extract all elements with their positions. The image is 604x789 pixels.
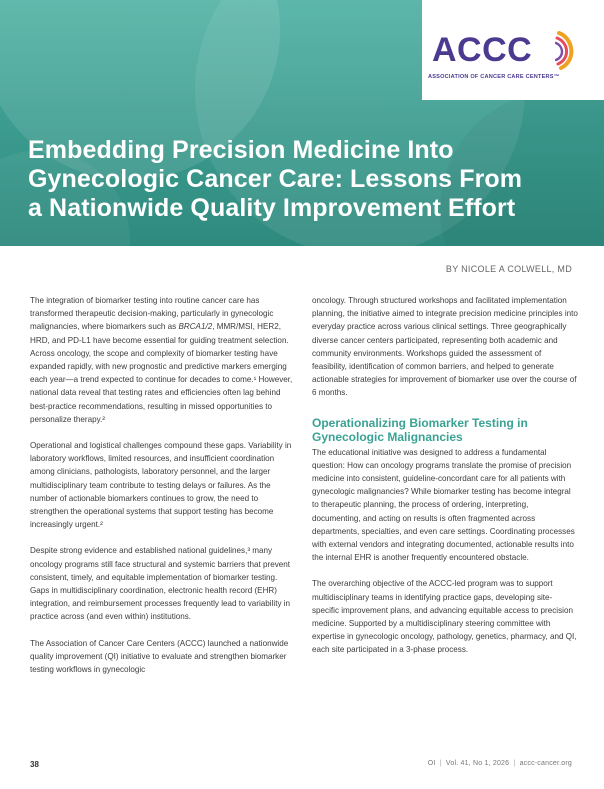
- title-line: Embedding Precision Medicine Into: [28, 136, 454, 164]
- logo-subtitle: ASSOCIATION OF CANCER CARE CENTERS™: [428, 74, 560, 80]
- separator: |: [513, 760, 516, 767]
- body-paragraph: The overarching objective of the ACCC-led program was to support multidisciplinary teams in identifying practice gaps, developing site-specific improvement plans, and advancing equitable access to precision medicine. Supported by a multidisciplinary steering committee with expertise in gynecologic oncology, pathology, genetics, pharmacy, and QI, each site participated in a 3-phase process.: [312, 579, 577, 655]
- body-paragraph: Despite strong evidence and established national guidelines,³ many oncology programs still face structural and systemic barriers that prevent consistent, timely, and equitable implementation of biomarker testing. Gaps in multidisciplinary coordination, electronic health record (EHR) integration, and reimbursement processes frequently lead to variability in practice across (and even within) institutions.: [30, 546, 291, 622]
- logo-wordmark: ACCC: [432, 31, 533, 69]
- section-heading: Operationalizing Biomarker Testing in Gynecologic Malignancies: [312, 415, 528, 444]
- journal-name: OI: [427, 760, 436, 767]
- body-paragraph: The educational initiative was designed to address a fundamental question: How can oncology programs translate the promise of precision medicine into consistent, guideline-concordant care for all patients with gynecologic malignancies? While biomarker testing has become integral to therapeutic planning, the process of ordering, interpreting, documenting, and acting on results is often fragmented across departments, specialties, and even care settings. Coordinating processes with external vendors and integrating documented, actionable results into the internal EHR is another frequently encountered obstacle.: [312, 447, 575, 563]
- title-line: Gynecologic Cancer Care: Lessons From: [28, 165, 523, 193]
- journal-volume: Vol. 41, No 1, 2026: [445, 760, 510, 767]
- body-paragraph: The integration of biomarker testing into routine cancer care has transformed therapeutic decision-making, particularly in gynecologic malignancies, where biomarkers such as BRCA1/2, MMR/MSI, HER2, HRD, and PD-L1 have become essential for guiding treatment selection. Across oncology, the scope and complexity of biomarker testing have expanded rapidly, with new prognostic and predictive markers emerging each year—a trend expected to continue for decades to come.¹ However, national data reveal that testing rates and efficiencies often lag behind best-practice recommendations, resulting in missed opportunities to personalize therapy.²: [30, 296, 293, 424]
- logo-swoosh-icon: [555, 30, 581, 70]
- body-paragraph: The Association of Cancer Care Centers (ACCC) launched a nationwide quality improvement (QI) initiative to evaluate and strengthen biomarker testing workflows in gynecologic: [30, 638, 289, 675]
- body-paragraph: oncology. Through structured workshops and facilitated implementation planning, the initiative aimed to integrate precision medicine principles into everyday practice across various clinical settings. Three geographically diverse cancer centers participated, representing both academic and community environments. Workshops guided the assessment of feasibility, identification of common barriers, and helped to generate actionable strategies for improvement of biomarker use over the course of 6 months.: [312, 296, 578, 398]
- accc-logo: [422, 0, 604, 100]
- gene-name: BRCA1/2: [178, 322, 213, 332]
- website-link[interactable]: accc-cancer.org: [519, 760, 572, 767]
- separator: |: [439, 760, 442, 767]
- footer-info: [428, 760, 572, 767]
- title-line: a Nationwide Quality Improvement Effort: [28, 194, 516, 222]
- author-byline: BY NICOLE A COLWELL, MD: [445, 264, 572, 274]
- left-column: [30, 294, 296, 689]
- right-column: [312, 294, 578, 670]
- body-paragraph: Operational and logistical challenges compound these gaps. Variability in laboratory workflows, limited resources, and insufficient coordination among clinicians, pathologists, laboratory personnel, and the larger multidisciplinary team contribute to testing delays or failures. As the number of actionable biomarkers continues to grow, the need to strengthen the operational systems that support testing has become increasingly urgent.²: [30, 441, 292, 530]
- article-title: [28, 136, 548, 223]
- page-number: 38: [30, 760, 39, 769]
